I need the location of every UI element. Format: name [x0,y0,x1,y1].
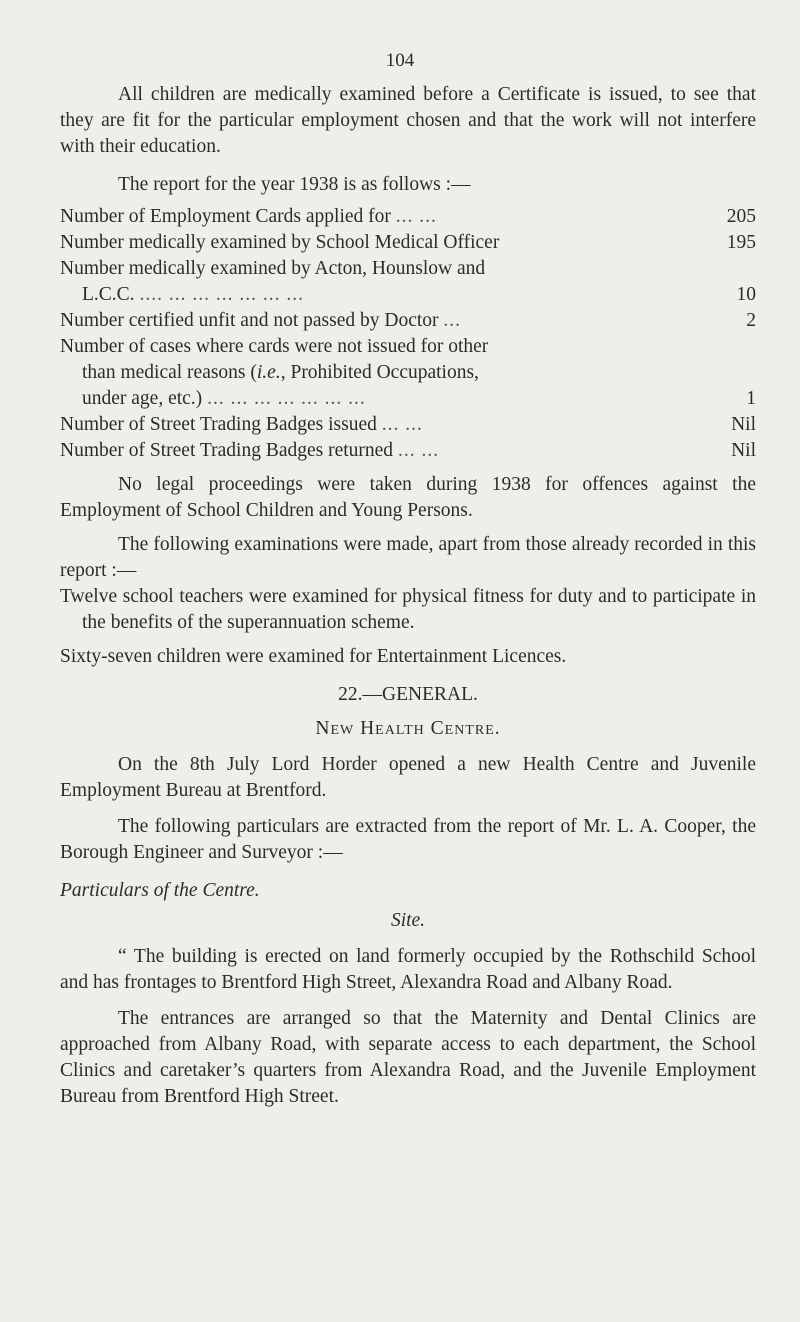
body-text [60,82,756,1110]
stat-row-first-line [60,334,756,360]
stat-row [60,438,756,464]
stat-label: Number of Street Trading Badges returned [60,440,394,461]
stat-label: under age, etc.) [82,388,203,409]
stat-label-part: than medical reasons ( [82,362,257,383]
entertainment-paragraph: Sixty-seven children were examined for Entertainment Licences. [60,646,567,667]
particulars-intro-paragraph: The following particulars are extracted from the report of Mr. L. A. Cooper, the Borough Engineer and Surveyor :— [60,816,756,863]
stat-value: 10 [736,284,756,305]
subheading: New Health Centre. [315,718,501,739]
stat-label-italic: i.e. [256,362,281,383]
stat-row [60,308,756,334]
section-heading: 22.—GENERAL. [338,684,478,705]
stat-value: 205 [726,206,756,227]
stat-row [60,282,756,308]
stat-value: Nil [731,440,756,461]
opening-paragraph: On the 8th July Lord Horder opened a new Health Centre and Juvenile Employment Bureau at Brentford. [60,754,756,801]
stat-row [60,230,756,256]
stat-value: 195 [726,232,756,253]
particulars-heading: Particulars of the Centre. [60,880,260,901]
stats-list [60,204,756,464]
stat-label-line: Number medically examined by Acton, Hounslow and [60,258,486,279]
teachers-paragraph: Twelve school teachers were examined for physical fitness for duty and to participate in the benefits of the superannuation scheme. [60,586,756,633]
leader-dots: .... ... ... ... ... ... ... [139,284,304,305]
stat-row [60,386,756,412]
stat-label-part: , Prohibited Occupations, [280,362,479,383]
leader-dots: ... ... [395,206,437,227]
report-intro: The report for the year 1938 is as follows :— [118,174,471,195]
legal-paragraph: No legal proceedings were taken during 1938 for offences against the Employment of School Children and Young Persons. [60,474,756,521]
stat-label: Number medically examined by School Medical Officer [60,232,500,253]
stat-row-second-line [60,360,756,386]
stat-value: 1 [746,388,756,409]
stat-label: Number certified unfit and not passed by Doctor [60,310,439,331]
stat-value: Nil [731,414,756,435]
page-number: 104 [385,50,415,71]
entrances-paragraph: The entrances are arranged so that the Maternity and Dental Clinics are approached from Albany Road, with separate access to each department, the School Clinics and caretaker’s quarters from Alexandra Road, and the Juvenile Employment Bureau from Brentford High Street. [60,1008,756,1107]
building-paragraph: “ The building is erected on land formerly occupied by the Rothschild School and has frontages to Brentford High Street, Alexandra Road and Albany Road. [60,946,756,993]
stat-label: L.C.C. [82,284,135,305]
stat-label: Number of Employment Cards applied for [60,206,391,227]
site-heading: Site. [390,910,426,931]
stat-row-first-line [60,256,756,282]
stat-label-line: Number of cases where cards were not issued for other [60,336,489,357]
stat-row [60,204,756,230]
stat-label: Number of Street Trading Badges issued [60,414,377,435]
stat-value: 2 [746,310,756,331]
intro-paragraph: All children are medically examined before a Certificate is issued, to see that they are fit for the particular employment chosen and that the work will not interfere with their education. [60,84,756,157]
stat-row [60,412,756,438]
leader-dots: ... ... [381,414,423,435]
exams-intro-paragraph: The following examinations were made, apart from those already recorded in this report :— [60,534,756,581]
leader-dots: ... ... ... ... ... ... ... [207,388,366,409]
leader-dots: ... [443,310,462,331]
leader-dots: ... ... [397,440,440,461]
